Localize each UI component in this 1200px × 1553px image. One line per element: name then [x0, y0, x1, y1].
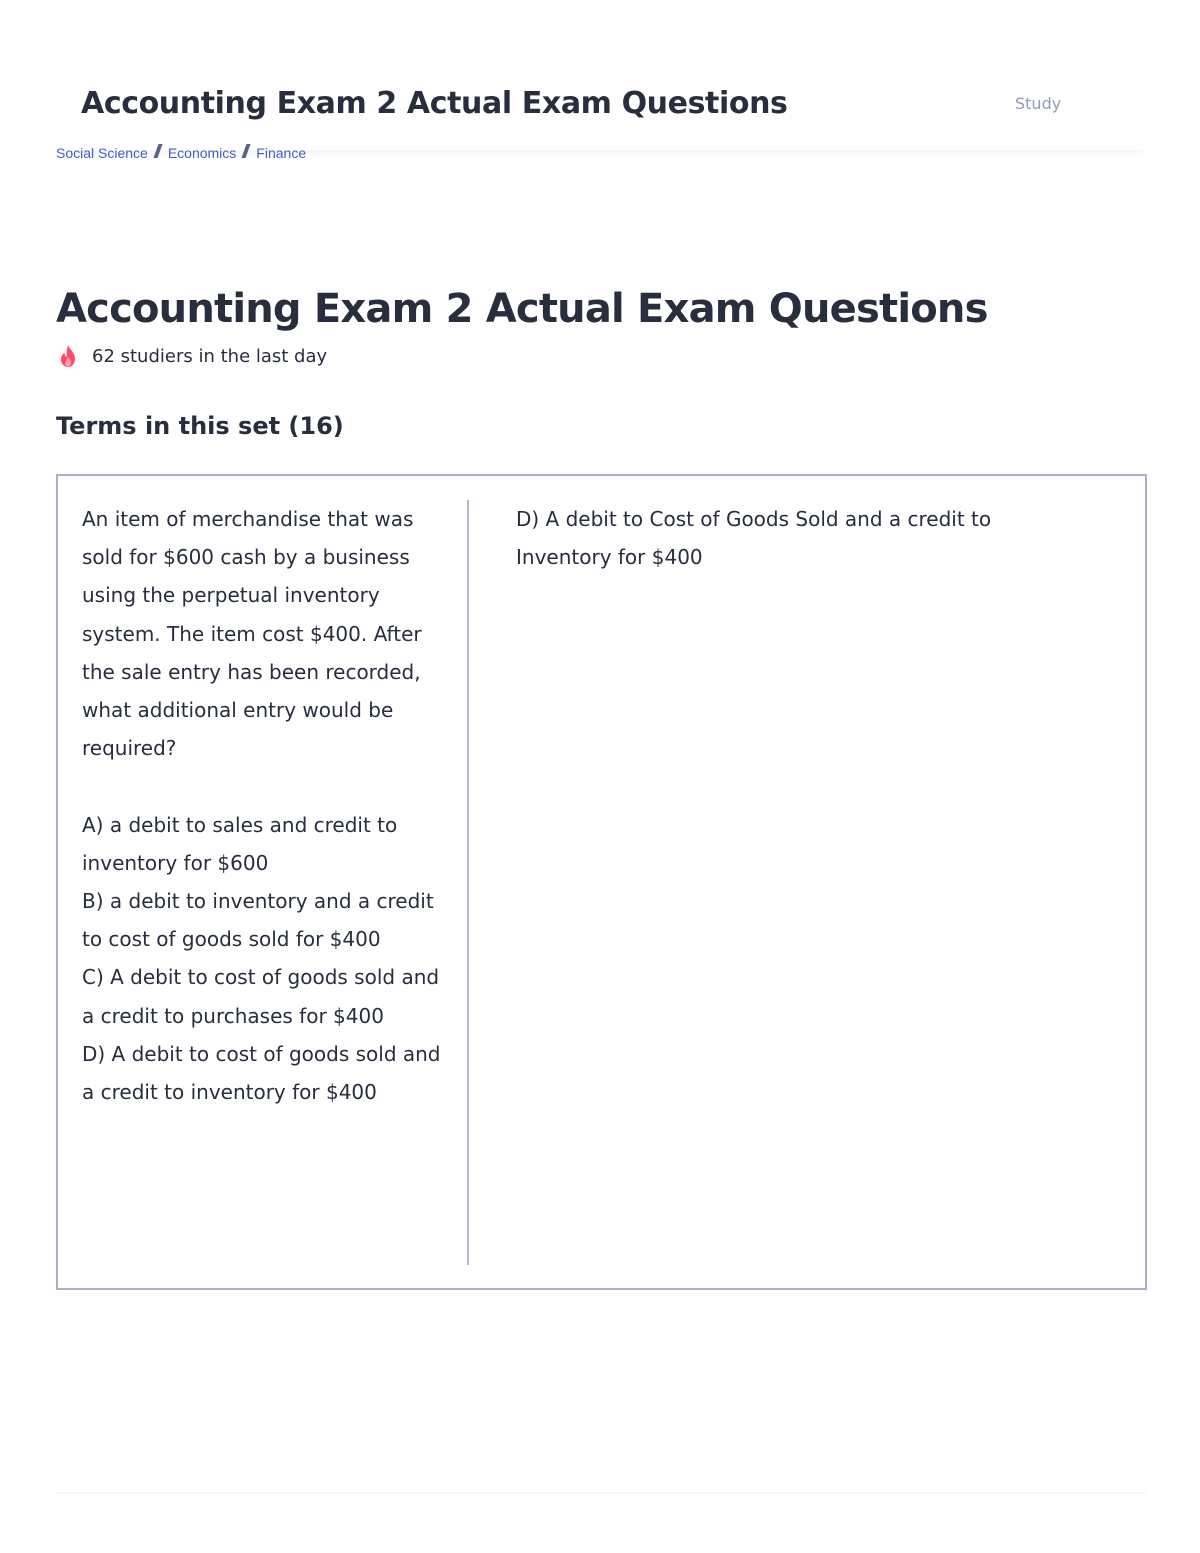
- header-title: Accounting Exam 2 Actual Exam Questions: [81, 86, 788, 121]
- breadcrumb-separator-icon: [153, 144, 162, 158]
- page-title: Accounting Exam 2 Actual Exam Questions: [56, 286, 988, 332]
- footer-divider: [56, 1492, 1146, 1494]
- flame-icon: [58, 344, 78, 368]
- term-definition: D) A debit to Cost of Goods Sold and a credit to Inventory for $400: [516, 507, 992, 570]
- breadcrumb: [56, 140, 307, 161]
- study-link[interactable]: Study: [1015, 94, 1062, 113]
- breadcrumb-item-economics[interactable]: Economics: [167, 145, 237, 161]
- term-word: An item of merchandise that was sold for $600 cash by a business using the perpetual inventory system. The item cost $400. After the sale entry has been recorded, what additional entry would be required? A) a debit to sales and credit to inventory for $600 B) a debit to inventory and a credit to cost of goods sold for $400 C) A debit to cost of goods sold and a credit to purchases for $400 D) A debit to cost of goods sold and a credit to inventory for $400: [82, 507, 441, 1105]
- studiers-text: 62 studiers in the last day: [92, 345, 328, 367]
- breadcrumb-separator-icon: [242, 144, 251, 158]
- top-header: [56, 60, 1146, 150]
- terms-heading: Terms in this set (16): [56, 412, 344, 440]
- studiers-count: [58, 344, 327, 368]
- breadcrumb-item-social-science[interactable]: Social Science: [56, 145, 148, 161]
- breadcrumb-item-finance[interactable]: Finance: [256, 145, 307, 161]
- term-card: [56, 474, 1147, 1290]
- term-divider: [467, 500, 469, 1265]
